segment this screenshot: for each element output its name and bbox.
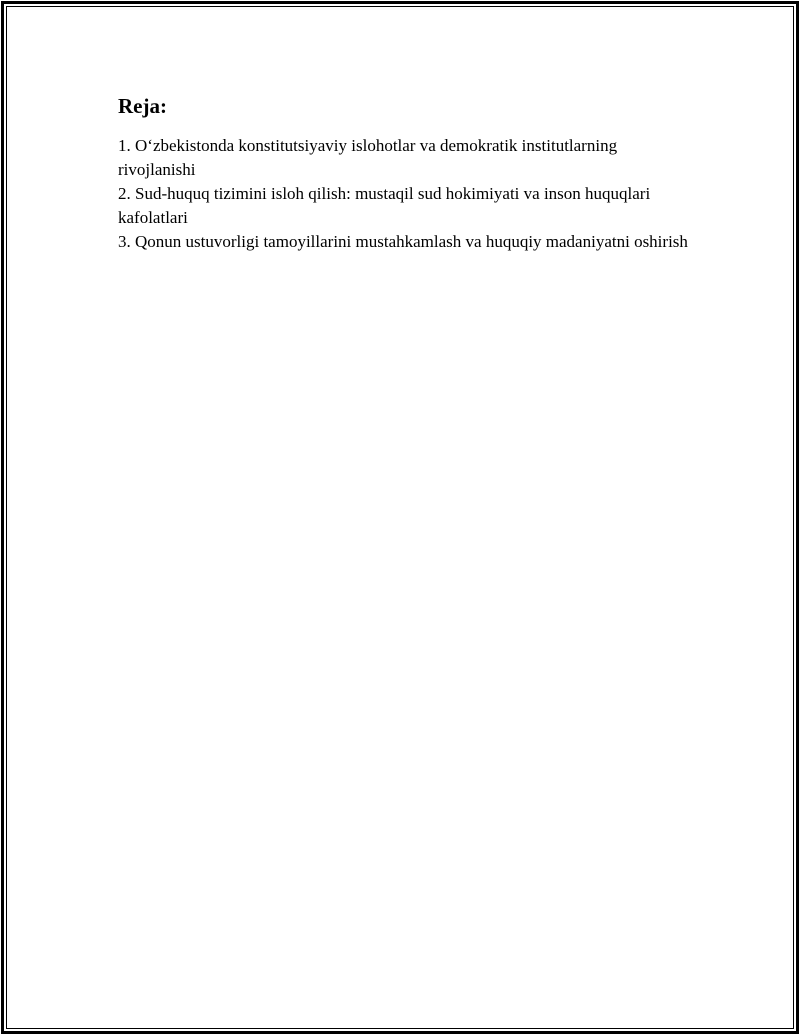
plan-item: 1. O‘zbekistonda konstitutsiyaviy islohotlar va demokratik institutlarning rivojlanishi [118, 136, 618, 179]
plan-item: 2. Sud-huquq tizimini isloh qilish: mustaqil sud hokimiyati va inson huquqlari kafolatlari [118, 184, 651, 227]
page-content [118, 92, 698, 254]
plan-title: Reja: [118, 94, 167, 118]
plan-item: 3. Qonun ustuvorligi tamoyillarini mustahkamlash va huquqiy madaniyatni oshirish [118, 232, 688, 251]
plan-list [118, 134, 698, 254]
